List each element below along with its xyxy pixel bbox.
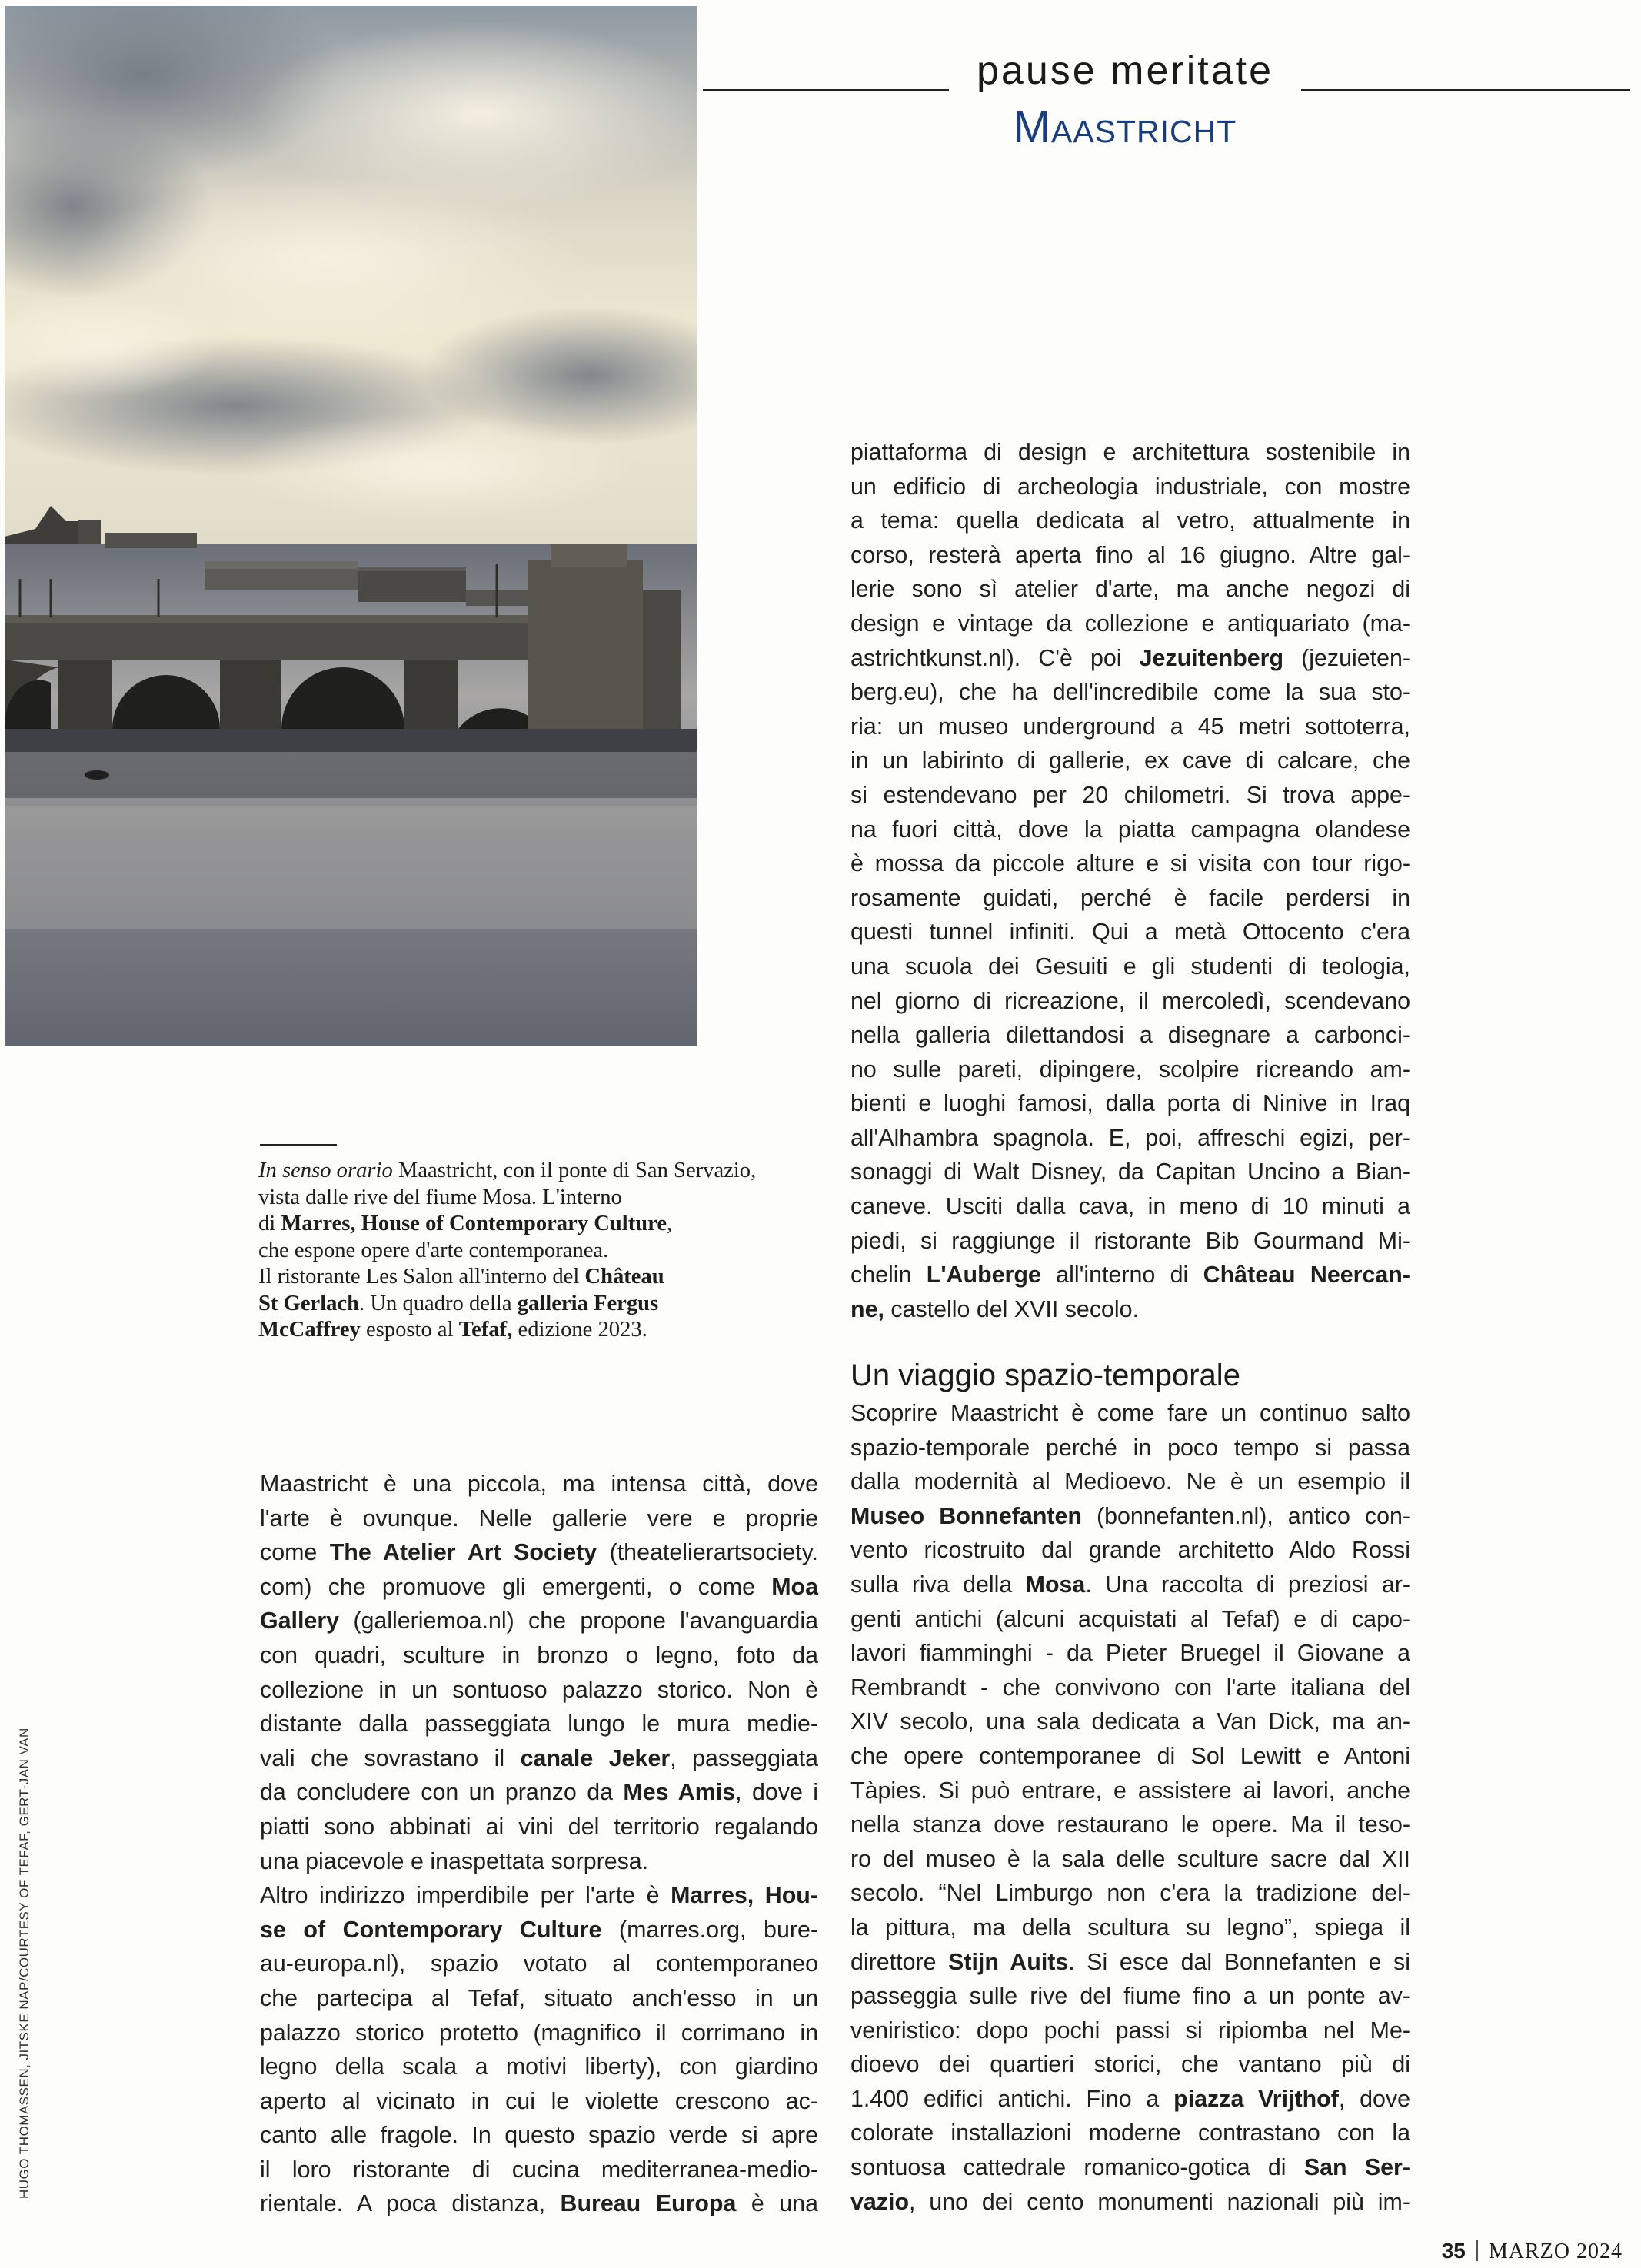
bridge-river-photo — [5, 6, 697, 1046]
body-column-right-top — [850, 435, 1410, 1326]
body-column-right-bottom — [850, 1396, 1410, 2219]
text-line: passeggia sulle rive del fiume fino a un ponte av- — [850, 1983, 1410, 2010]
text-line: direttore Stijn Auits. Si esce dal Bonnefanten e si — [850, 1948, 1411, 1975]
caption-text: , — [667, 1212, 673, 1235]
issue-date: MARZO 2024 — [1488, 2240, 1623, 2263]
text-line: Scoprire Maastricht è come fare un continuo salto — [850, 1400, 1410, 1426]
text-line: vali che sovrastano il canale Jeker, passeggiata — [260, 1744, 818, 1771]
text-line: rientale. A poca distanza, Bureau Europa è una — [260, 2190, 818, 2217]
text-line: in un labirinto di gallerie, ex cave di calcare, che — [850, 747, 1410, 774]
text-line: piatti sono abbinati ai vini del territorio regalando — [260, 1813, 818, 1840]
text-line: che opere contemporanee di Sol Lewitt e Antoni — [850, 1742, 1410, 1769]
text-line: una scuola dei Gesuiti e gli studenti di teologia, — [850, 953, 1410, 979]
caption-text: vista dalle rive del fiume Mosa. L'interno — [258, 1185, 622, 1209]
text-line: sulla riva della Mosa. Una raccolta di preziosi ar- — [850, 1571, 1410, 1598]
text-line: vazio, uno dei cento monumenti nazionali più im- — [850, 2188, 1410, 2215]
text-line: Rembrandt - che convivono con l'arte italiana del — [850, 1674, 1410, 1701]
text-line: nel giorno di ricreazione, il mercoledì, scendevano — [850, 987, 1410, 1014]
caption-venue: St Gerlach — [258, 1291, 360, 1315]
text-line: lavori fiamminghi - da Pieter Bruegel il Giovane a — [850, 1640, 1410, 1667]
caption-text: di — [258, 1212, 281, 1235]
photo-credit-text: HUGO THOMASSEN, JITSKE NAP/COURTESY OF TEFAF, GERT-JAN VAN — [17, 1728, 32, 2199]
text-line: Altro indirizzo imperdibile per l'arte è Marres, Hou- — [260, 1882, 818, 1909]
caption-text: . Un quadro della — [359, 1291, 518, 1315]
footer-divider — [1476, 2240, 1478, 2261]
section-label: pause meritate — [977, 48, 1273, 93]
text-line: a tema: quella dedicata al vetro, attualmente in — [850, 507, 1410, 534]
text-line: genti antichi (alcuni acquistati al Tefaf) e di capo- — [850, 1605, 1410, 1632]
text-line: all'Alhambra spagnola. E, poi, affreschi egizi, per- — [850, 1124, 1410, 1151]
text-line: Maastricht è una piccola, ma intensa città, dove — [260, 1471, 818, 1497]
text-line: il loro ristorante di cucina mediterranea-medio- — [260, 2156, 818, 2183]
text-line: la pittura, ma della scultura su legno”, spiega il — [850, 1914, 1410, 1940]
caption-text: Il ristorante Les Salon all'interno del — [258, 1265, 585, 1289]
text-line: Tàpies. Si può entrare, e assistere ai lavori, anche — [850, 1777, 1410, 1804]
text-line: una piacevole e inaspettata sorpresa. — [260, 1847, 649, 1874]
text-line: astrichtkunst.nl). C'è poi Jezuitenberg (jezuieten- — [850, 644, 1410, 671]
text-line: spazio-temporale perché in poco tempo si passa — [850, 1434, 1410, 1461]
photo-credit — [2, 1707, 32, 2199]
header-rule-left — [703, 89, 949, 91]
text-line: legno della scala a motivi liberty), con giardino — [260, 2054, 818, 2080]
text-line: XIV secolo, una sala dedicata a Van Dick, ma an- — [850, 1708, 1410, 1735]
caption-venue: Tefaf, — [458, 1318, 513, 1342]
text-line: ne, castello del XVII secolo. — [850, 1295, 1140, 1322]
caption-text: Maastricht, con il ponte di San Servazio, — [392, 1159, 757, 1182]
city-title: Maastricht — [1013, 102, 1237, 152]
section-subheading: Un viaggio spazio-temporale — [850, 1358, 1240, 1392]
caption-venue: McCaffrey — [258, 1318, 361, 1342]
text-line: dioevo dei quartieri storici, che vantano più di — [850, 2051, 1410, 2078]
page-footer — [1442, 2239, 1623, 2264]
caption-lead: In senso orario — [258, 1159, 393, 1182]
text-line: lerie sono sì atelier d'arte, ma anche negozi di — [850, 576, 1410, 603]
text-line: rosamente guidati, perché è facile perdersi in — [850, 884, 1410, 911]
text-line: ria: un museo underground a 45 metri sottoterra, — [850, 713, 1410, 740]
text-line: che partecipa al Tefaf, situato anch'esso in un — [260, 1984, 818, 2011]
page-number: 35 — [1441, 2239, 1466, 2263]
text-line: sonaggi di Walt Disney, da Capitan Uncino a Bian- — [850, 1159, 1410, 1186]
text-line: vento ricostruito dal grande architetto Aldo Rossi — [850, 1537, 1410, 1564]
text-line: veniristico: dopo pochi passi si ripiomba nel Me- — [850, 2017, 1410, 2044]
caption-venue: galleria Fergus — [517, 1291, 659, 1315]
text-line: palazzo storico protetto (magnifico il corrimano in — [260, 2019, 818, 2046]
text-line: un edificio di archeologia industriale, con mostre — [850, 473, 1410, 500]
body-column-left — [260, 1467, 818, 2221]
caption-text: esposto al — [360, 1318, 459, 1342]
text-line: nella galleria dilettandosi a disegnare a carbonci- — [850, 1022, 1410, 1049]
text-line: da concludere con un pranzo da Mes Amis, dove i — [260, 1779, 819, 1806]
photo-caption — [258, 1158, 820, 1344]
text-line: aperto al vicinato in cui le violette crescono ac- — [260, 2087, 818, 2114]
header-rule-right — [1301, 89, 1630, 91]
text-line: questi tunnel infiniti. Qui a metà Ottocento c'era — [850, 919, 1410, 946]
text-line: con quadri, sculture in bronzo o legno, foto da — [260, 1641, 818, 1668]
text-line: dalla modernità al Medioevo. Ne è un esempio il — [850, 1468, 1410, 1495]
text-line: è mossa da piccole alture e si visita con tour rigo- — [850, 850, 1410, 877]
text-line: nella stanza dove restaurano le opere. Ma il teso- — [850, 1811, 1410, 1838]
text-line: piattaforma di design e architettura sostenibile in — [850, 439, 1410, 465]
text-line: si estendevano per 20 chilometri. Si trova appe- — [850, 781, 1410, 808]
text-line: l'arte è ovunque. Nelle gallerie vere e proprie — [260, 1505, 818, 1531]
text-line: au-europa.nl), spazio votato al contemporaneo — [260, 1950, 818, 1977]
caption-text: edizione 2023. — [512, 1318, 647, 1342]
caption-venue: Marres, House of Contemporary Culture — [281, 1212, 667, 1235]
text-line: collezione in un sontuoso palazzo storico. Non è — [260, 1676, 818, 1703]
text-line: distante dalla passeggiata lungo le mura medie- — [260, 1711, 818, 1738]
caption-rule — [260, 1144, 337, 1146]
text-line: no sulle pareti, dipingere, scolpire ricreando am- — [850, 1056, 1410, 1082]
text-line: com) che promuove gli emergenti, o come Moa — [260, 1573, 818, 1600]
text-line: Museo Bonnefanten (bonnefanten.nl), antico con- — [850, 1502, 1410, 1529]
text-line: piedi, si raggiunge il ristorante Bib Gourmand Mi- — [850, 1227, 1410, 1254]
caption-text: che espone opere d'arte contemporanea. — [258, 1238, 609, 1262]
text-line: design e vintage da collezione e antiquariato (ma- — [850, 610, 1410, 637]
text-line: caneve. Usciti dalla cava, in meno di 10 minuti a — [850, 1193, 1410, 1220]
text-line: corso, resterà aperta fino al 16 giugno. Altre gal- — [850, 541, 1410, 568]
text-line: 1.400 edifici antichi. Fino a piazza Vrijthof, dove — [850, 2085, 1411, 2112]
text-line: sontuosa cattedrale romanico-gotica di San Ser- — [850, 2154, 1410, 2181]
text-line: secolo. “Nel Limburgo non c'era la tradizione del- — [850, 1880, 1410, 1907]
text-line: se of Contemporary Culture (marres.org, bure- — [260, 1916, 818, 1943]
text-line: colorate installazioni moderne contrastano con la — [850, 2120, 1410, 2147]
text-line: ro del museo è la sala delle sculture sacre dal XII — [850, 1845, 1410, 1872]
text-line: na fuori città, dove la piatta campagna olandese — [850, 816, 1410, 843]
text-line: chelin L'Auberge all'interno di Château Neercan- — [850, 1262, 1410, 1289]
text-line: come The Atelier Art Society (theatelierartsociety. — [260, 1539, 818, 1566]
text-line: canto alle fragole. In questo spazio verde si apre — [260, 2122, 818, 2149]
text-line: Gallery (galleriemoa.nl) che propone l'avanguardia — [260, 1608, 818, 1634]
caption-venue: Château — [584, 1265, 664, 1289]
text-line: bienti e luoghi famosi, dalla porta di Ninive in Iraq — [850, 1090, 1410, 1117]
text-line: berg.eu), che ha dell'incredibile come la sua sto- — [850, 679, 1410, 706]
